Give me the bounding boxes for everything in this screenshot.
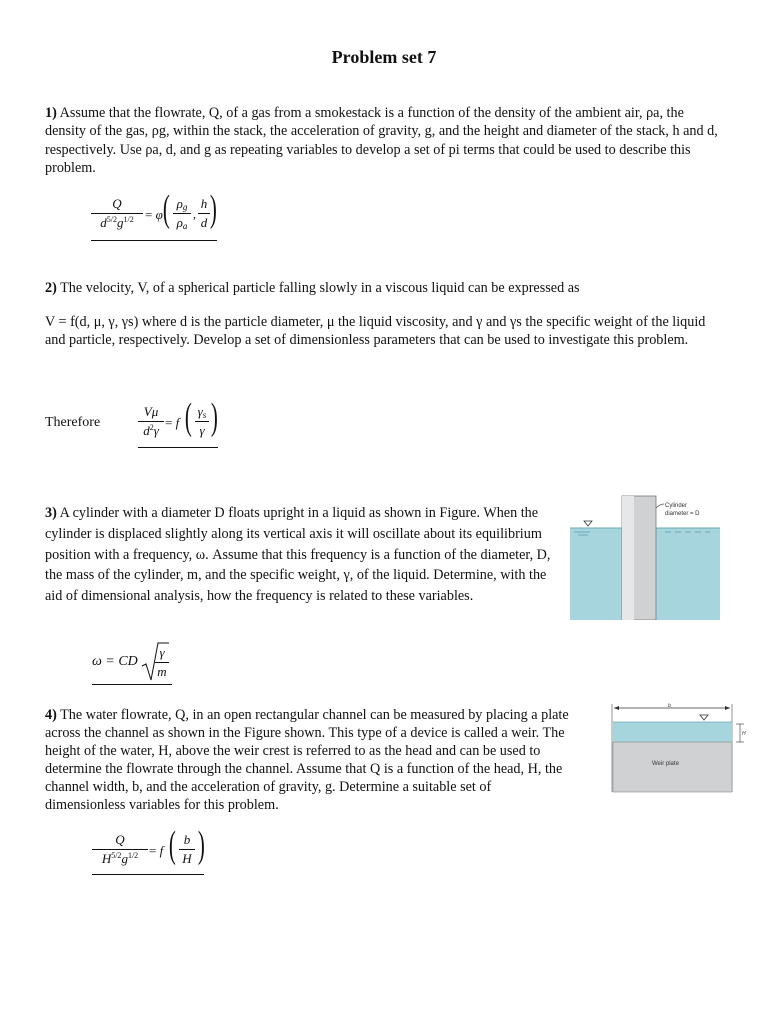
problem-3-body: A cylinder with a diameter D floats upright in a liquid as shown in Figure. When the cylinder is displaced slightly along its vertical axis it will oscillate about its equilibrium position with a frequency, ω. Assume that this frequency is a function of the diameter, D, the mass of the cylinder, m, and the specific weight, γ, of the liquid. Determine, with the aid of dimensional analysis, how the frequency is related to these variables. <box>45 505 551 605</box>
problem-2-body-1: The velocity, V, of a spherical particle falling slowly in a viscous liquid can be expressed as <box>60 280 580 296</box>
problem-2-body-2: V = f(d, μ, γ, γs) where d is the particle diameter, μ the liquid viscosity, and γ and γs the specific weight of the liquid and particle, respectively. Develop a set of dimensionless parameters that can be used to investigate this problem. <box>45 314 706 349</box>
weir-width-label: b <box>668 703 671 709</box>
therefore-label: Therefore <box>45 415 101 430</box>
problem-2-number: 2) <box>45 280 57 296</box>
problem-4-text <box>45 706 575 814</box>
problem-1-text <box>45 104 725 177</box>
weir-figure <box>606 700 752 794</box>
cylinder-label-2: diameter = D <box>665 511 700 517</box>
water-level-icon <box>584 521 592 526</box>
cylinder-label-1: Cylinder <box>665 503 688 509</box>
problem-1-number: 1) <box>45 105 57 121</box>
page-title: Problem set 7 <box>331 47 437 67</box>
problem-2-intro <box>45 279 725 297</box>
weir-plate <box>613 742 732 792</box>
problem-4-body: The water flowrate, Q, in an open rectangular channel can be measured by placing a plate across the channel as shown in the Figure shown. This type of a device is called a weir. The height of the water, H, above the weir crest is referred to as the head and can be used to determine the flowrate through the channel. Assume that Q is a function of the head, H, the channel width, b, and the acceleration of gravity, g. Determine a suitable set of dimensionless variables for this problem. <box>45 707 569 813</box>
problem-3-number: 3) <box>45 505 57 521</box>
weir-head-label: H <box>742 731 746 737</box>
problem-4-number: 4) <box>45 707 57 723</box>
weir-water-level-icon <box>700 715 708 720</box>
problem-3-text <box>45 503 565 607</box>
problem-1-body: Assume that the flowrate, Q, of a gas from a smokestack is a function of the density of the ambient air, ρa, the density of the gas, ρg, within the stack, the acceleration of gravity, g, and the height and diameter of the stack, h and d, respectively. Use ρa, d, and g as repeating variables to develop a set of pi terms that could be used to describe this problem. <box>45 105 718 176</box>
cylinder-figure <box>570 494 720 620</box>
weir-plate-label: Weir plate <box>652 761 679 767</box>
